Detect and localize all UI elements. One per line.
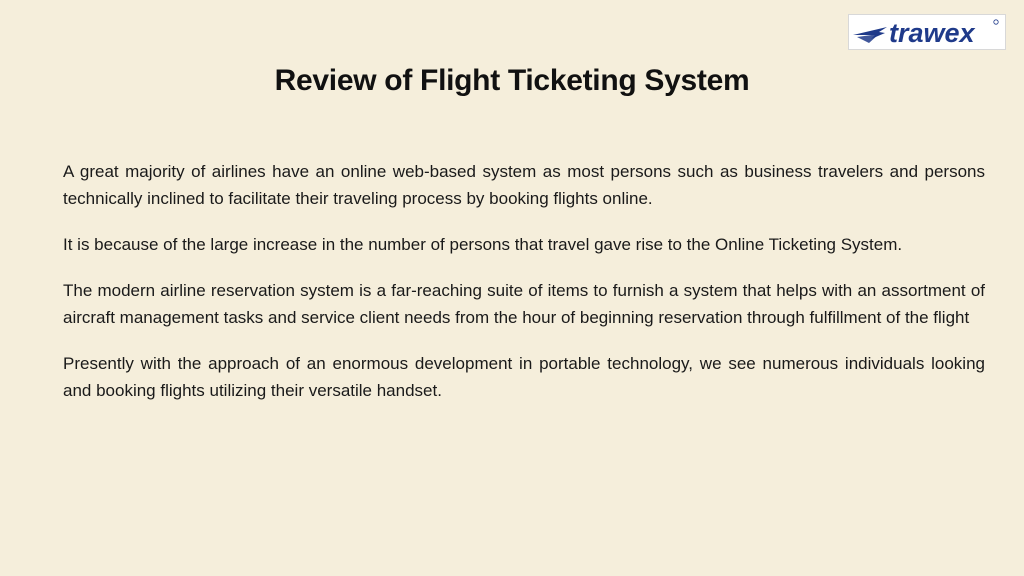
- paragraph-1: A great majority of airlines have an online web-based system as most persons such as business travelers and persons technically inclined to facilitate their traveling process by booking flights online.: [63, 162, 985, 208]
- arrow-icon: [857, 34, 879, 43]
- paragraph-2: It is because of the large increase in the number of persons that travel gave rise to the Online Ticketing System.: [63, 235, 903, 254]
- registered-mark-icon: [994, 20, 998, 24]
- paragraph-4: Presently with the approach of an enormous development in portable technology, we see numerous individuals looking and booking flights utilizing their versatile handset.: [63, 354, 985, 400]
- logo-wordmark: trawex: [889, 18, 975, 48]
- page-title: Review of Flight Ticketing System: [274, 64, 750, 97]
- paragraph-3: The modern airline reservation system is a far-reaching suite of items to furnish a system that helps with an assortment of aircraft management tasks and service client needs from the hour of beginning reservation through fulfillment of the flight: [63, 281, 985, 327]
- trawex-logo: [848, 14, 1006, 50]
- trawex-logo-mark: [849, 15, 1007, 51]
- body-content: [63, 158, 985, 423]
